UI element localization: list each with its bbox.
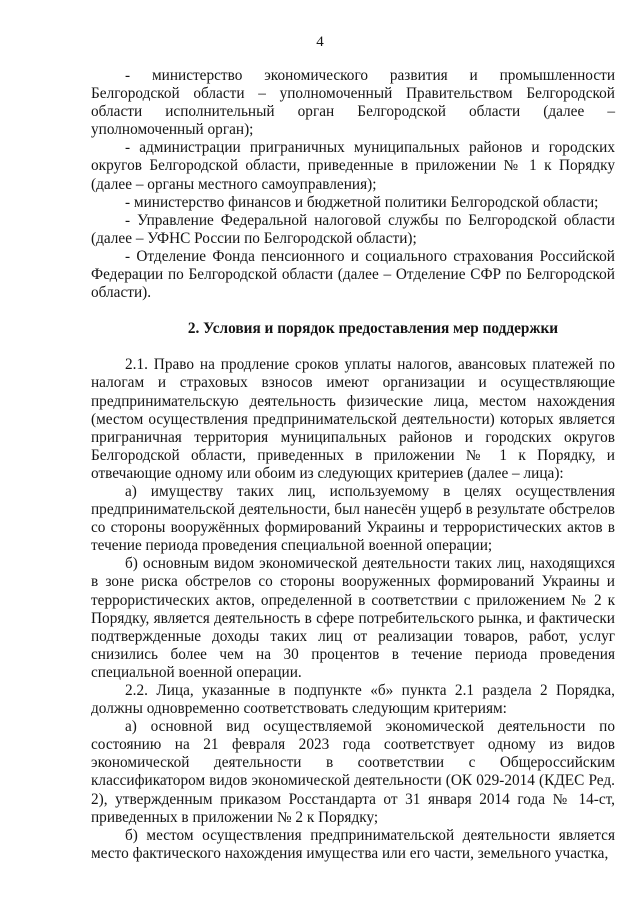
- participant-item: - администрации приграничных муниципальных районов и городских округов Белгородской области, приведенные в приложении № 1 к Порядку (далее – органы местного самоуправления);: [91, 139, 615, 193]
- page-number: 4: [316, 34, 324, 50]
- participant-item: - министерство экономического развития и промышленности Белгородской области – уполномоченный Правительством Белгородской области исполнительный орган Белгородской области (далее – уполномоченный орган);: [91, 67, 615, 139]
- clause-2-1: 2.1. Право на продление сроков уплаты налогов, авансовых платежей по налогам и страховых взносов имеют организации и осуществляющие предпринимательскую деятельность физические лица, местом нахождения (местом осуществления предпринимательской деятельности) которых является приграничная территория муниципальных районов и городских округов Белгородской области, приведенных в приложении № 1 к Порядку, и отвечающие одному или обоим из следующих критериев (далее – лица):: [91, 356, 615, 482]
- clause-2-1-b: б) основным видом экономической деятельности таких лиц, находящихся в зоне риска обстрелов со стороны вооруженных формирований Украины и террористических актов, определенной в соответствии с приложением № 2 к Порядку, является деятельность в сфере потребительского рынка, и фактически подтвержденные доходы таких лиц от реализации товаров, работ, услуг снизились более чем на 30 процентов в течение периода проведения специальной военной операции.: [91, 555, 615, 681]
- clause-2-2-b: б) местом осуществления предпринимательской деятельности является место фактического нахождения имущества или его части, земельного участка,: [91, 826, 615, 862]
- participant-item: - Отделение Фонда пенсионного и социального страхования Российской Федерации по Белгородской области (далее – Отделение СФР по Белгородской области).: [91, 247, 615, 302]
- participant-item: - министерство финансов и бюджетной политики Белгородской области;: [125, 193, 599, 211]
- participant-item: - Управление Федеральной налоговой службы по Белгородской области (далее – УФНС России по Белгородской области);: [91, 211, 615, 247]
- clause-2-1-a: а) имуществу таких лиц, используемому в целях осуществления предпринимательской деятельности, был нанесён ущерб в результате обстрелов со стороны вооружённых формирований Украины и террористических актов в течение периода проведения специальной военной операции;: [91, 482, 615, 555]
- clause-2-2-a: а) основной вид осуществляемой экономической деятельности по состоянию на 21 февраля 2023 года соответствует одному из видов экономической деятельности в соответствии с Общероссийским классификатором видов экономической деятельности (ОК 029-2014 (КДЕС Ред. 2), утвержденным приказом Росстандарта от 31 января 2014 года № 14-ст, приведенных в приложении № 2 к Порядку;: [91, 718, 615, 826]
- clause-2-2: 2.2. Лица, указанные в подпункте «б» пункта 2.1 раздела 2 Порядка, должны одновременно соответствовать следующим критериям:: [91, 682, 615, 718]
- document-body: [91, 67, 615, 863]
- section-heading: 2. Условия и порядок предоставления мер поддержки: [187, 320, 559, 338]
